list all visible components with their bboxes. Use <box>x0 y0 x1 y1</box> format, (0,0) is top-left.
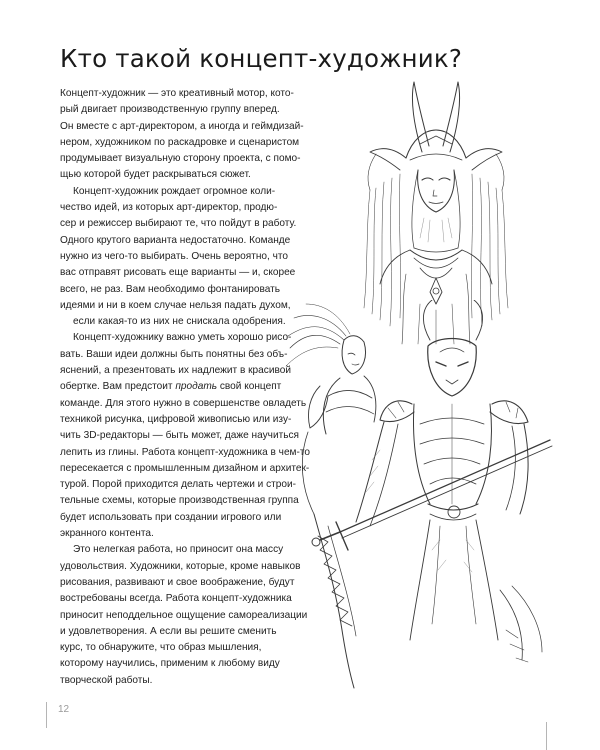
text-run: свой концепт <box>217 381 282 393</box>
warriors-sketch-illustration <box>280 300 570 690</box>
text-line: всего, не раз. Вам необходимо фонтанировать <box>60 283 281 295</box>
text-line: творческой работы. <box>60 674 153 686</box>
text-line: вать. Ваши идеи должны быть понятны без объ- <box>60 348 288 360</box>
text-line: лепить из глины. Работа концепт-художника в чем-то <box>60 446 310 458</box>
text-line: техникой рисунка, цифровой живописью или изу- <box>60 413 292 425</box>
text-line: экранного контента. <box>60 528 154 540</box>
text-line: востребованы всегда. Работа концепт-художника <box>60 593 292 605</box>
corner-rule <box>546 722 547 750</box>
text-line: команде. Для этого нужно в совершенстве овладеть <box>60 397 307 409</box>
text-line: и удовлетворения. А если вы решите сменить <box>60 625 277 637</box>
folio-rule <box>46 702 47 728</box>
paragraph-2 <box>60 184 297 331</box>
paragraph-4 <box>60 542 308 689</box>
page-title: Кто такой концепт-художник? <box>60 44 463 73</box>
text-line: щью которой будет раскрываться сюжет. <box>60 169 251 181</box>
text-line-with-emphasis <box>60 379 288 395</box>
text-line: тельные схемы, которые производственная группа <box>60 495 299 507</box>
text-line: турой. Порой приходится делать чертежи и строи- <box>60 479 297 491</box>
text-run: обертке. Вам предстоит <box>60 381 176 393</box>
text-line: пересекается с промышленным дизайном и архитек- <box>60 462 310 474</box>
text-line: Концепт-художнику важно уметь хорошо рисо- <box>73 332 292 344</box>
text-line: Он вместе с арт-директором, а иногда и геймдизай- <box>60 120 304 132</box>
text-line: сер и режиссер выбирают те, что пойдут в работу. <box>60 218 297 230</box>
body-text-column <box>60 86 310 689</box>
text-line: удовольствия. Художники, которые, кроме навыков <box>60 560 301 572</box>
text-line: идеями и ни в коем случае нельзя падать духом, <box>60 299 291 311</box>
text-line: вас отправят рисовать еще варианты — и, скорее <box>60 267 296 279</box>
emphasis-word: продать <box>175 381 218 393</box>
page-number: 12 <box>58 704 70 715</box>
text-line: продумывает визуальную сторону проекта, с помо- <box>60 153 301 165</box>
text-line: яснений, а презентовать их надлежит в красивой <box>60 365 291 377</box>
text-line: которому научились, применим к любому виду <box>60 658 280 670</box>
text-line: рый двигает производственную группу вперед. <box>60 104 280 116</box>
text-line: нером, художником по раскадровке и сценаристом <box>60 136 300 148</box>
text-line: будет использовать при создании игрового или <box>60 511 282 523</box>
text-line: чество идей, из которых арт-директор, продю- <box>60 202 278 214</box>
text-line: Концепт-художник — это креативный мотор, кото- <box>60 88 294 99</box>
paragraph-1 <box>60 86 304 184</box>
text-line: Концепт-художник рождает огромное коли- <box>73 185 276 197</box>
paragraph-3 <box>60 330 310 542</box>
text-line: если какая-то из них не снискала одобрения. <box>73 316 286 328</box>
text-line: курс, то обнаружите, что образ мышления, <box>60 642 262 654</box>
text-line: приносит неподдельное ощущение самореализации <box>60 609 308 621</box>
text-line: чить 3D-редакторы — быть может, даже научиться <box>60 430 299 442</box>
text-line: нужно из чего-то выбирать. Очень вероятно, что <box>60 250 289 262</box>
text-line: Одного крутого варианта недостаточно. Команде <box>60 234 291 246</box>
text-line: Это нелегкая работа, но приносит она массу <box>73 544 284 556</box>
text-line: рисования, развивают и свое воображение, будут <box>60 576 295 588</box>
